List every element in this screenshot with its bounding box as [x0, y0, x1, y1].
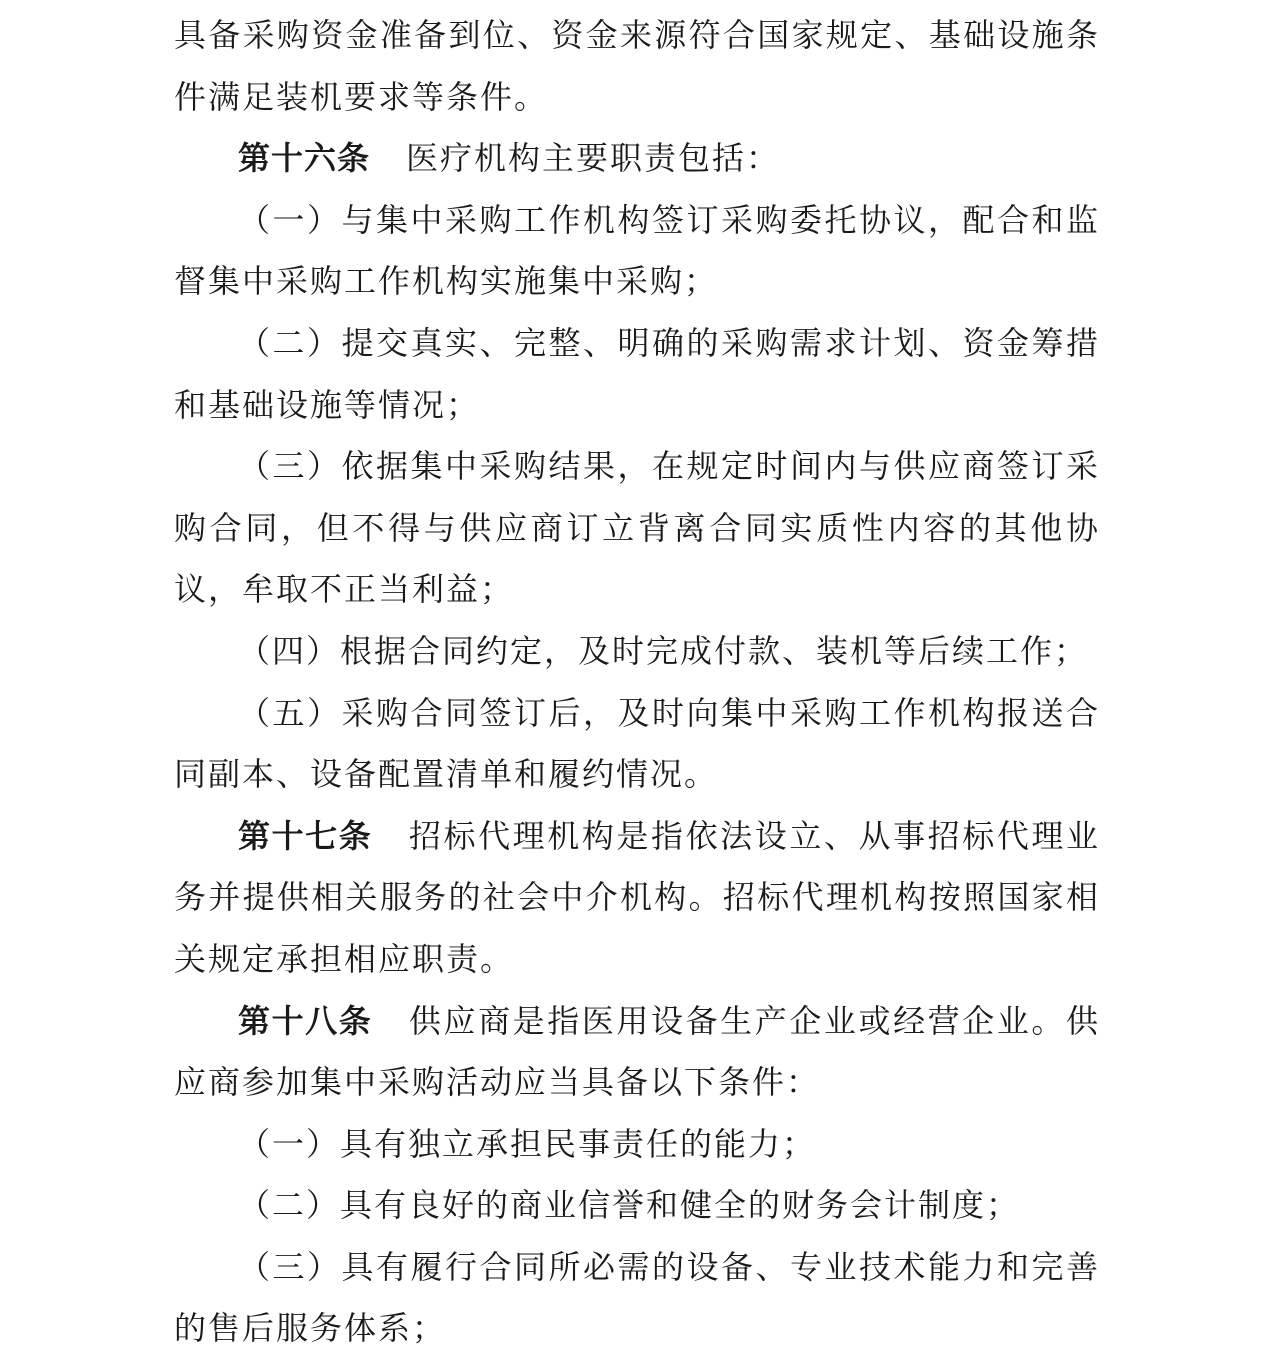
article-text: 医疗机构主要职责包括：	[406, 139, 781, 178]
list-item-text: （一）具有独立承担民事责任的能力；	[238, 1124, 817, 1163]
list-item-text: （二）具有良好的商业信誉和健全的财务会计制度；	[238, 1186, 1021, 1225]
list-item	[174, 621, 1100, 683]
list-item	[174, 313, 1100, 436]
list-item-text: （一）与集中采购工作机构签订采购委托协议，配合和监督集中采购工作机构实施集中采购；	[174, 200, 1100, 301]
list-item-text: （五）采购合同签订后，及时向集中采购工作机构报送合同副本、设备配置清单和履约情况。	[174, 693, 1100, 794]
list-item-text: （三）具有履行合同所必需的设备、专业技术能力和完善的售后服务体系；	[174, 1247, 1100, 1348]
article-label: 第十六条	[238, 139, 371, 178]
article-text: 供应商是指医用设备生产企业或经营企业。供应商参加集中采购活动应当具备以下条件：	[174, 1001, 1100, 1102]
article-18	[174, 991, 1100, 1114]
list-item	[174, 1175, 1100, 1237]
article-16	[174, 128, 1100, 190]
paragraph-text: 具备采购资金准备到位、资金来源符合国家规定、基础设施条件满足装机要求等条件。	[174, 16, 1100, 116]
list-item	[174, 1114, 1100, 1176]
article-17	[174, 806, 1100, 991]
list-item-text: （三）依据集中采购结果，在规定时间内与供应商签订采购合同，但不得与供应商订立背离合同实质性内容的其他协议，牟取不正当利益；	[174, 447, 1100, 609]
list-item	[174, 190, 1100, 313]
document-page	[174, 0, 1100, 1351]
list-item	[174, 436, 1100, 621]
list-item	[174, 683, 1100, 806]
list-item-text: （四）根据合同约定，及时完成付款、装机等后续工作；	[238, 631, 1089, 670]
article-text: 招标代理机构是指依法设立、从事招标代理业务并提供相关服务的社会中介机构。招标代理机构按照国家相关规定承担相应职责。	[174, 816, 1100, 978]
list-item-text: （二）提交真实、完整、明确的采购需求计划、资金筹措和基础设施等情况；	[174, 323, 1100, 424]
paragraph-continuation	[174, 5, 1100, 128]
list-item	[174, 1237, 1100, 1360]
article-label: 第十八条	[238, 1001, 373, 1040]
article-label: 第十七条	[238, 816, 373, 855]
